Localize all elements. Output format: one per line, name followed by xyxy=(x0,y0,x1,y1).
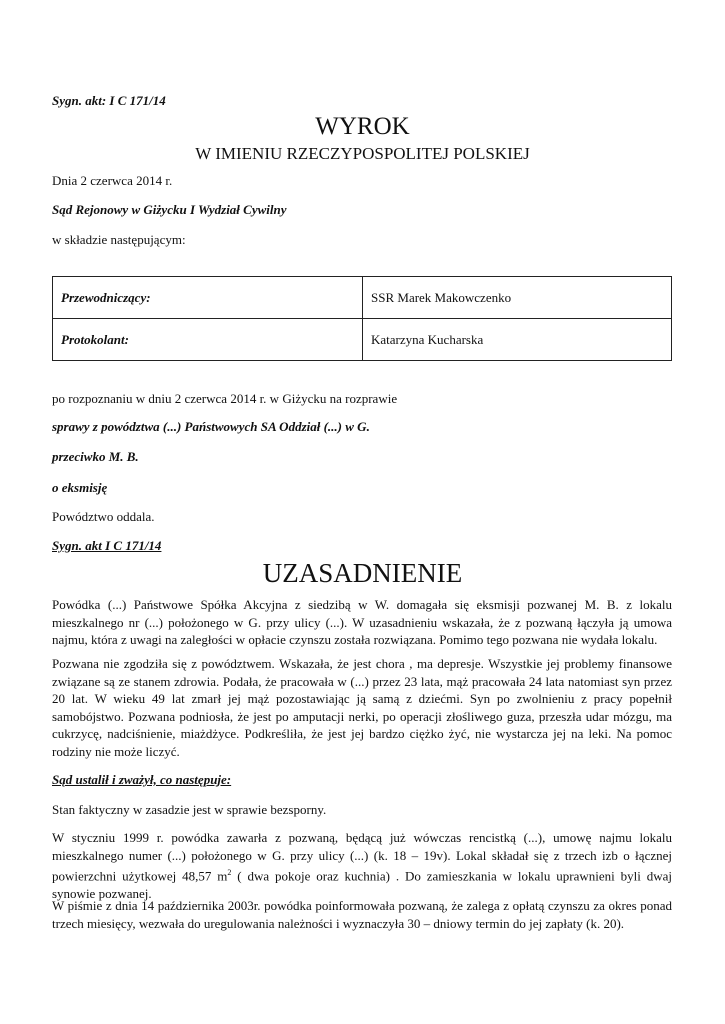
hearing-line: po rozpoznaniu w dniu 2 czerwca 2014 r. w Giżycku na rozprawie xyxy=(52,391,398,406)
superscript: 2 xyxy=(227,868,232,877)
document-title: WYROK xyxy=(315,113,410,140)
contract-text-end: ( dwa pokoje oraz kuchnia) . Do zamieszkania w lokalu uprawnieni byli dwaj synowie pozwanej. xyxy=(52,868,672,901)
justification-title: UZASADNIENIE xyxy=(262,558,463,588)
table-row xyxy=(53,277,672,319)
document-subtitle: W IMIENIU RZECZYPOSPOLITEJ POLSKIEJ xyxy=(195,144,530,163)
findings-intro: Stan faktyczny w zasadzie jest w sprawie bezsporny. xyxy=(52,802,327,817)
court-name: Sąd Rejonowy w Giżycku I Wydział Cywilny xyxy=(52,202,287,217)
case-of-line: sprawy z powództwa (...) Państwowych SA Oddział (...) w G. xyxy=(52,419,370,434)
court-composition-table xyxy=(52,276,672,361)
findings-heading: Sąd ustalił i zważył, co następuje: xyxy=(52,772,232,787)
contract-text: W styczniu 1999 r. powódka zawarła z pozwaną, będącą już wówczas rencistką (...), umowę najmu lokalu mieszkalnego numer (...) położonego w G. przy ulicy (...) (k. 18 – 19v). Lokal składał się z trzech izb o łącznej powierzchni użytkowej 48,57 m xyxy=(52,830,672,884)
ruling-line: Powództwo oddala. xyxy=(52,509,155,524)
judgment-date: Dnia 2 czerwca 2014 r. xyxy=(52,173,173,188)
case-number: Sygn. akt: I C 171/14 xyxy=(52,93,166,108)
justification-case-number: Sygn. akt I C 171/14 xyxy=(52,538,162,553)
justification-paragraph: Powódka (...) Państwowe Spółka Akcyjna z siedzibą w W. domagała się eksmisji pozwanej M. B. z lokalu mieszkalnego nr (...) położonego w G. przy ulicy (...). W uzasadnieniu wskazała, że z pozwaną łączyła ją umowa najmu, która z uwagi na zaległości w opłacie czynszu została rozwiązana. Pomimo tego pozwana nie wydała lokalu. xyxy=(52,597,672,647)
contract-paragraph xyxy=(52,829,672,902)
role-value: SSR Marek Makowczenko xyxy=(363,277,672,319)
role-label: Protokolant: xyxy=(53,319,363,361)
justification-paragraph: Pozwana nie zgodziła się z powództwem. Wskazała, że jest chora , ma depresje. Wszystkie jej problemy finansowe związane są ze stanem zdrowia. Podała, że pracowała w (...) przez 23 lata, mąż pracowała 24 lata natomiast syn przez 20 lat. W wieku 49 lat zmarł jej mąż pozostawiając ją samą z dziećmi. Syn po zwolnieniu z pracy popełnił samobójstwo. Pozwana podniosła, że jest po amputacji nerki, po operacji złośliwego guza, przeszła udar mózgu, ma cukrzycę, nadciśnienie, miażdżyce. Podkreśliła, że jest jej bardzo ciężko żyć, nie wystarcza jej na leki. Na pomoc rodziny nie może liczyć. xyxy=(52,656,672,759)
composition-intro: w składzie następującym: xyxy=(52,232,186,247)
role-value: Katarzyna Kucharska xyxy=(363,319,672,361)
table-row xyxy=(53,319,672,361)
against-line: przeciwko M. B. xyxy=(52,449,139,464)
subject-line: o eksmisję xyxy=(52,480,108,495)
letter-paragraph: W piśmie z dnia 14 października 2003r. powódka poinformowała pozwaną, że zalega z opłatą czynszu za okres ponad trzech miesięcy, wezwała do uregulowania należności i wyznaczyła 30 – dniowy termin do jej zapłaty (k. 20). xyxy=(52,898,672,931)
role-label: Przewodniczący: xyxy=(53,277,363,319)
